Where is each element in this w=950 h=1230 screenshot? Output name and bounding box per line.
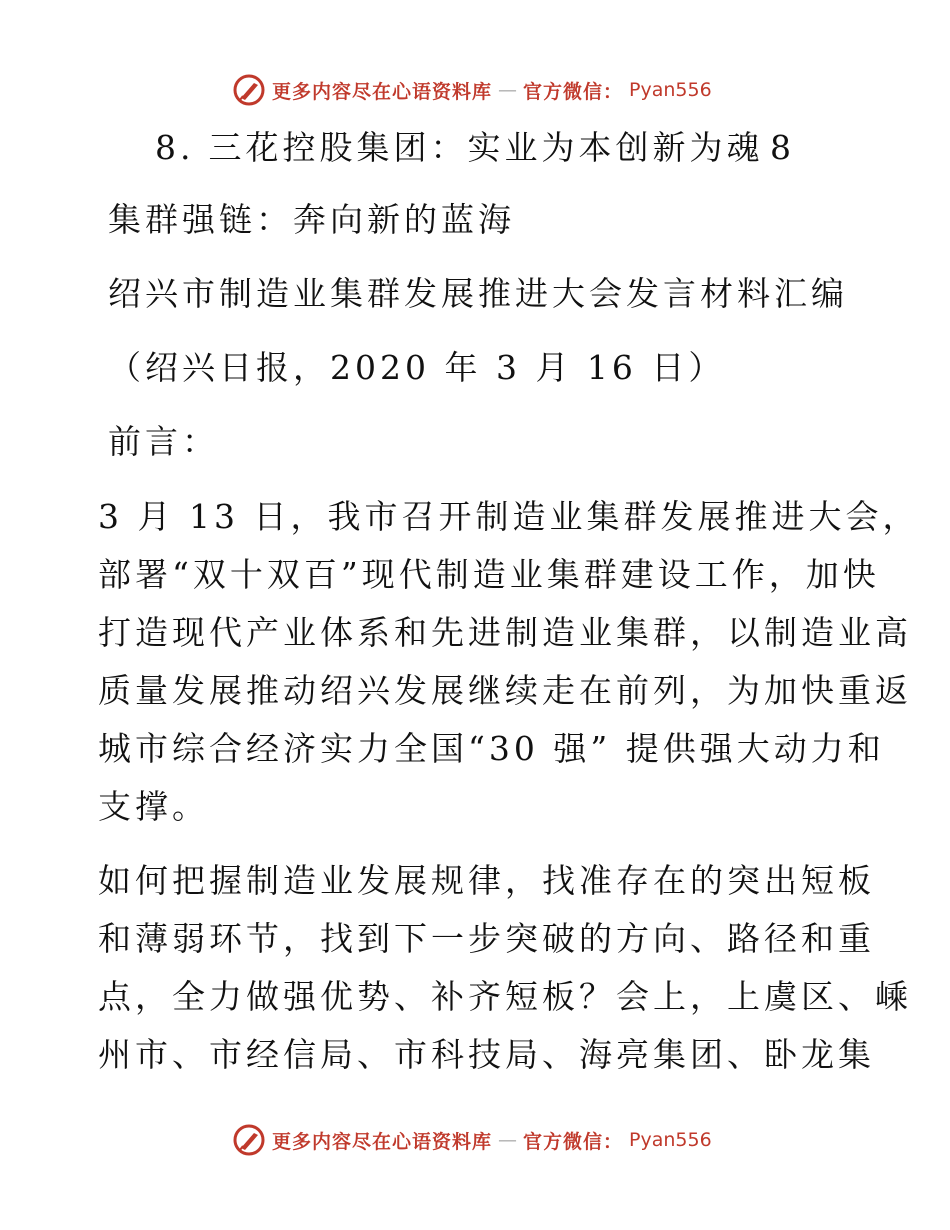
watermark-text: 更多内容尽在心语资料库: [272, 80, 493, 103]
watermark-header: [232, 70, 712, 110]
watermark-account: Pyan556: [629, 1129, 712, 1151]
watermark-footer: [232, 1120, 712, 1160]
paragraph-line: 和薄弱环节，找到下一步突破的方向、路径和重: [98, 919, 875, 958]
paragraph-line: 部署“双十双百”现代制造业集群建设工作，加快: [98, 555, 880, 594]
preface-label: 前言：: [108, 422, 219, 461]
document-subtitle: 绍兴市制造业集群发展推进大会发言材料汇编: [108, 274, 848, 313]
paragraph-1: [98, 488, 920, 836]
watermark-separator: —: [498, 79, 518, 101]
source-line: （绍兴日报，2020 年 3 月 16 日）: [108, 348, 726, 387]
paragraph-line: 州市、市经信局、市科技局、海亮集团、卧龙集: [98, 1035, 875, 1074]
toc-entry-text: [155, 128, 764, 168]
toc-entry-page: 8: [770, 128, 795, 167]
paragraph-line: 质量发展推动绍兴发展继续走在前列，为加快重返: [98, 671, 912, 710]
paragraph-line: 如何把握制造业发展规律，找准存在的突出短板: [98, 861, 875, 900]
watermark-separator: —: [498, 1129, 518, 1151]
quill-pen-logo-icon: [232, 1123, 266, 1157]
section-heading: 集群强链：奔向新的蓝海: [108, 200, 515, 239]
paragraph-line: 支撑。: [98, 787, 209, 826]
watermark-account: Pyan556: [629, 79, 712, 101]
paragraph-line: 打造现代产业体系和先进制造业集群，以制造业高: [98, 613, 912, 652]
paragraph-2: [98, 852, 912, 1084]
paragraph-line: 城市综合经济实力全国“30 强” 提供强大动力和: [98, 729, 885, 768]
quill-pen-logo-icon: [232, 73, 266, 107]
toc-entry-title: 三花控股集团：实业为本创新为魂: [208, 128, 764, 167]
watermark-text: 更多内容尽在心语资料库: [272, 1130, 493, 1153]
paragraph-line: 点，全力做强优势、补齐短板？会上，上虞区、嵊: [98, 977, 912, 1016]
watermark-wechat-label: 官方微信：: [523, 1130, 624, 1153]
paragraph-line: 3 月 13 日，我市召开制造业集群发展推进大会，: [98, 497, 920, 536]
watermark-wechat-label: 官方微信：: [523, 80, 624, 103]
toc-entry: [155, 128, 795, 168]
toc-entry-number: 8.: [155, 128, 195, 167]
